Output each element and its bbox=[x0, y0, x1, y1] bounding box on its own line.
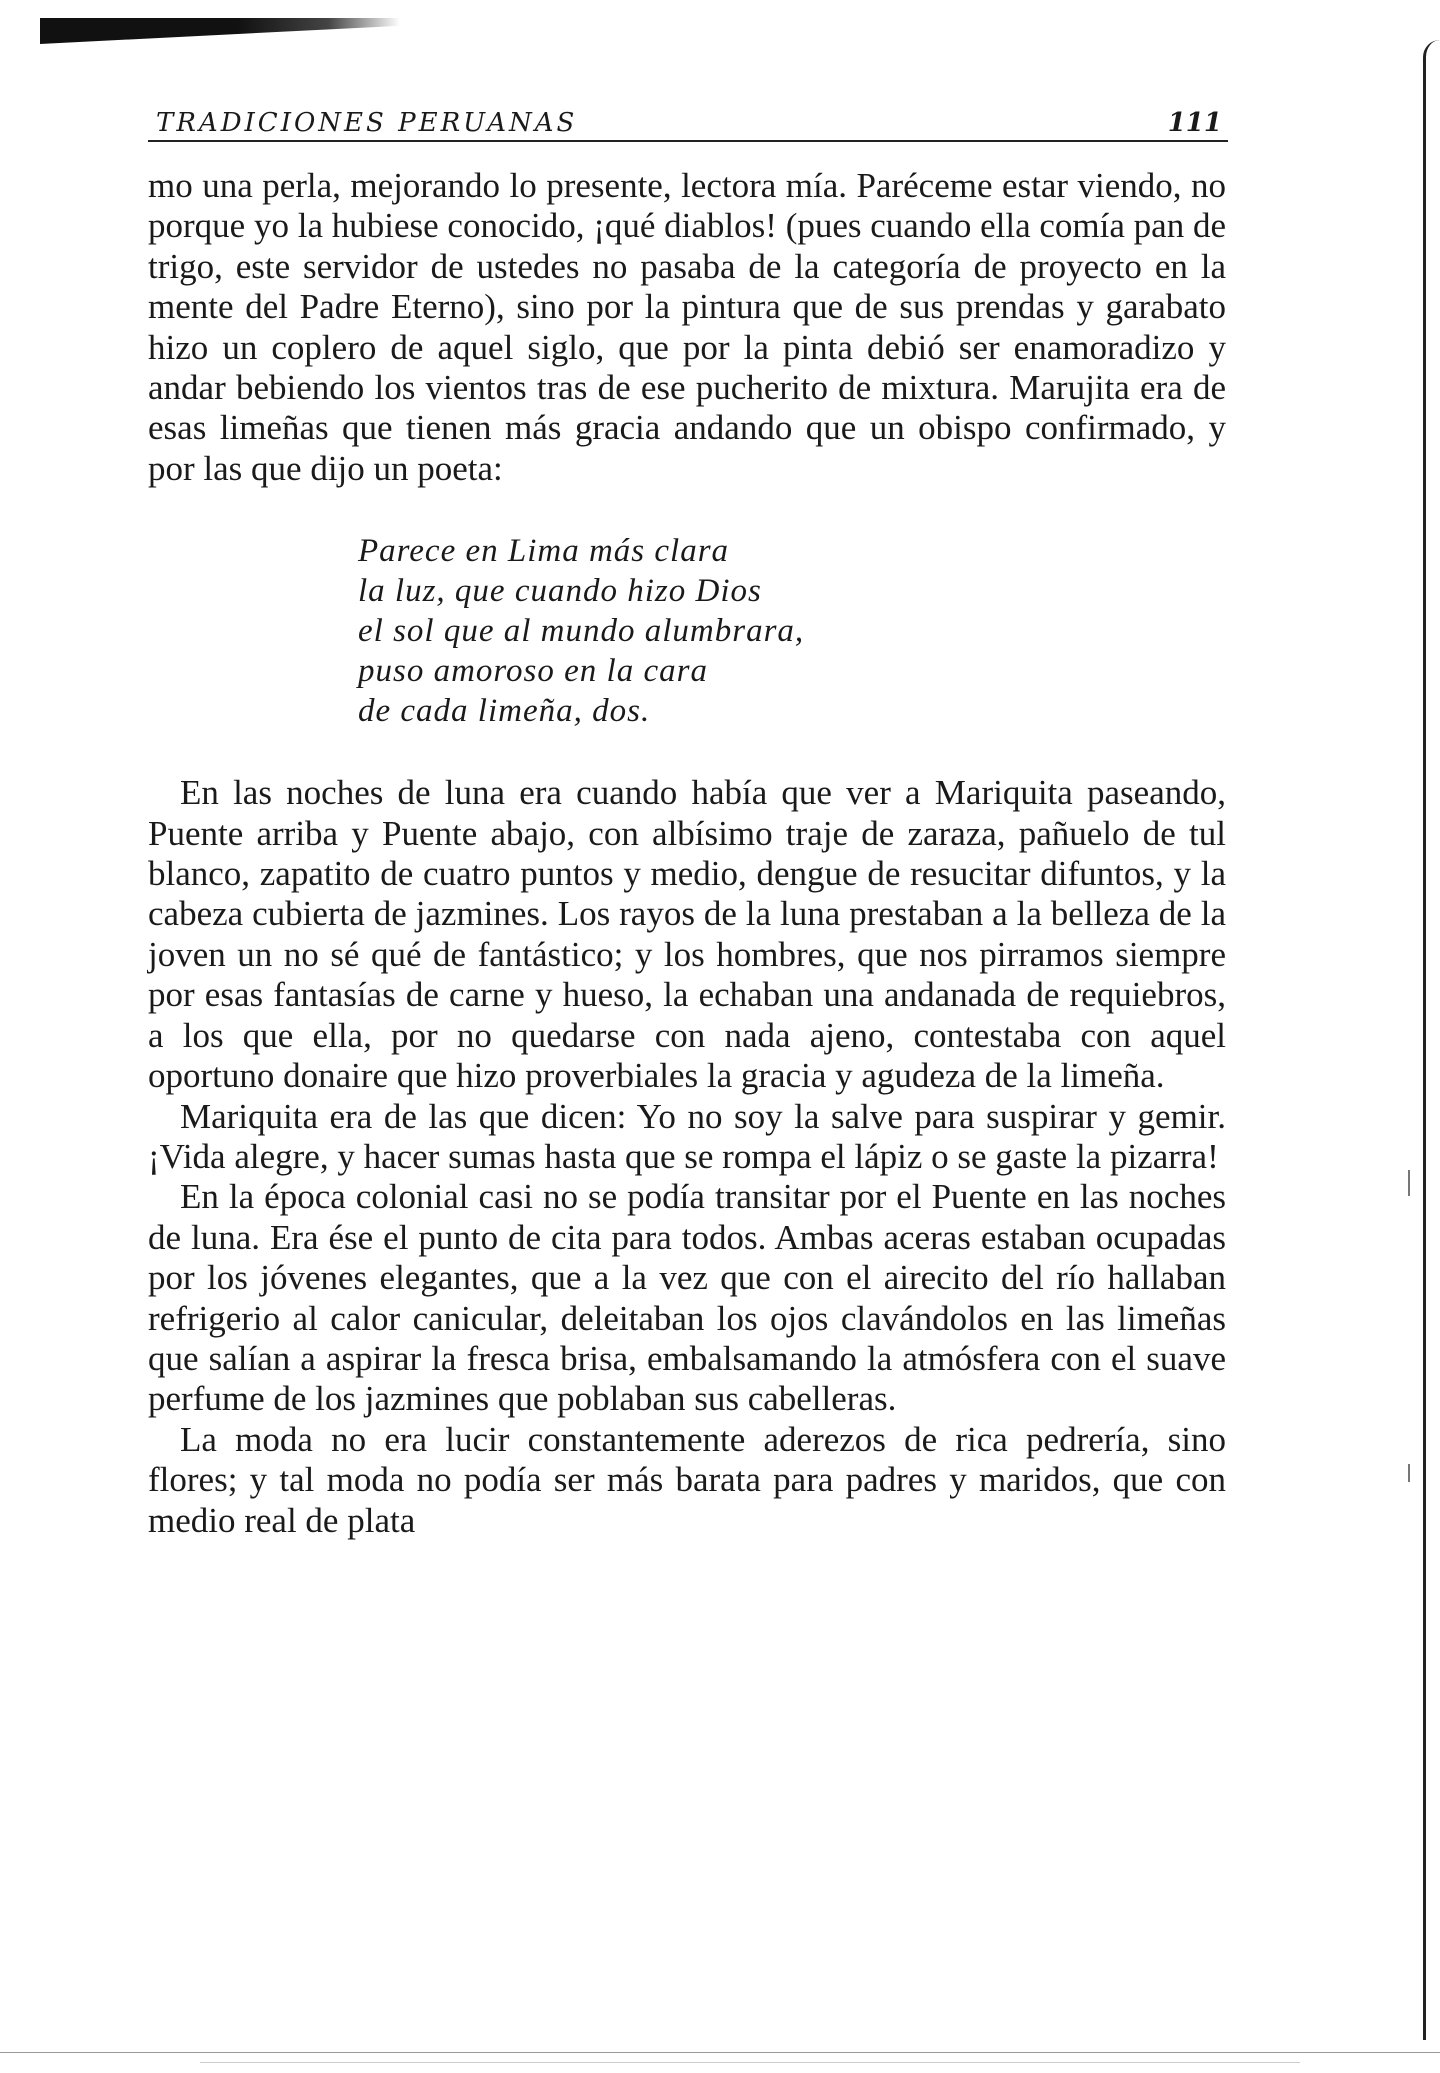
running-header-title: TRADICIONES PERUANAS bbox=[156, 108, 578, 138]
verse-line: puso amoroso en la cara bbox=[358, 653, 708, 690]
scan-mark bbox=[1408, 1170, 1410, 1196]
verse-line: de cada limeña, dos. bbox=[358, 693, 651, 730]
verse-line: la luz, que cuando hizo Dios bbox=[358, 573, 762, 610]
scan-bottom-line bbox=[200, 2062, 1300, 2063]
paragraph: En las noches de luna era cuando había que ver a Mariquita paseando, Puente arriba y Puente abajo, con albísimo traje de zaraza, pañuelo de tul blanco, zapatito de cuatro puntos y medio, dengue de resucitar difuntos, y la cabeza cubierta de jazmines. Los rayos de la luna prestaban a la belleza de la joven un no sé qué de fantástico; y los hombres, que nos pirramos siempre por esas fantasías de carne y hueso, la echaban una andanada de requiebros, a los que ella, por no quedarse con nada ajeno, contestaba con aquel oportuno donaire que hizo proverbiales la gracia y agudeza de la limeña. bbox=[148, 773, 1226, 1096]
page-number: 111 bbox=[1167, 108, 1222, 138]
paragraph: En la época colonial casi no se podía transitar por el Puente en las noches de luna. Era ése el punto de cita para todos. Ambas aceras estaban ocupadas por los jóvenes elegantes, que a la vez que con el airecito del río hallaban refrigerio al calor canicular, deleitaban los ojos clavándolos en las limeñas que salían a aspirar la fresca brisa, embalsamando la atmósfera con el suave perfume de los jazmines que poblaban sus cabelleras. bbox=[148, 1177, 1226, 1419]
verse-line: el sol que al mundo alumbrara, bbox=[358, 613, 805, 650]
scan-mark bbox=[1408, 1464, 1410, 1482]
scan-shadow-bar bbox=[40, 18, 400, 44]
verse-line: Parece en Lima más clara bbox=[358, 533, 730, 570]
paragraph: Mariquita era de las que dicen: Yo no soy la salve para suspirar y gemir. ¡Vida alegre, y hacer sumas hasta que se rompa el lápiz o se gaste la pizarra! bbox=[148, 1096, 1226, 1176]
paragraph: mo una perla, mejorando lo presente, lectora mía. Paréceme estar viendo, no porque yo la hubiese conocido, ¡qué diablos! (pues cuando ella comía pan de trigo, este servidor de ustedes no pasaba de la categoría de proyecto en la mente del Padre Eterno), sino por la pintura que de sus prendas y garabato hizo un coplero de aquel siglo, que por la pinta debió ser enamoradizo y andar bebiendo los vientos tras de ese pucherito de mixtura. Marujita era de esas limeñas que tienen más gracia andando que un obispo confirmado, y por las que dijo un poeta: bbox=[148, 166, 1226, 488]
paragraph: La moda no era lucir constantemente aderezos de rica pedrería, sino flores; y tal moda no podía ser más barata para padres y maridos, que con medio real de plata bbox=[148, 1419, 1226, 1540]
page-body bbox=[148, 166, 1226, 1541]
verse-quotation bbox=[358, 531, 1226, 731]
page-edge-shadow bbox=[1423, 40, 1440, 2040]
running-header bbox=[148, 100, 1228, 142]
scan-bottom-line bbox=[0, 2052, 1440, 2053]
